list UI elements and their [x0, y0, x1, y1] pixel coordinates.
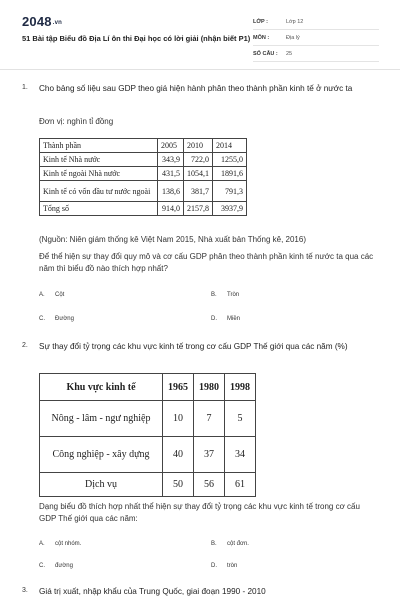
question-text: Giá trị xuất, nhập khẩu của Trung Quốc, giai đoạn 1990 - 2010 [39, 587, 266, 596]
table-row [40, 181, 247, 202]
option-a[interactable] [39, 292, 64, 298]
question-number: 2. [22, 342, 28, 349]
meta-label: SỐ CÂU : [253, 50, 278, 57]
question-prompt: Dạng biểu đồ thích hợp nhất thể hiện sự thay đổi tỷ trọng các khu vực kinh tế trong cơ cấu GDP Thế giới qua các năm: [39, 502, 360, 523]
option-text: đường [55, 563, 73, 569]
meta-label: LỚP : [253, 18, 268, 25]
table-cell: 431,5 [158, 167, 184, 181]
meta-row-class [253, 14, 379, 30]
table-cell: 381,7 [184, 181, 213, 202]
table-cell: 5 [225, 401, 256, 437]
table-cell: Dịch vụ [40, 473, 163, 497]
option-c[interactable] [39, 316, 74, 322]
table-cell: 61 [225, 473, 256, 497]
table-cell: 40 [163, 437, 194, 473]
table-cell: 2157,8 [184, 202, 213, 216]
table-row [40, 401, 256, 437]
option-text: cột nhóm. [55, 541, 82, 547]
table-cell: 56 [194, 473, 225, 497]
table-cell: 791,3 [213, 181, 247, 202]
logo-suffix: .vn [52, 19, 63, 26]
table-cell: 10 [163, 401, 194, 437]
option-letter: D. [211, 316, 217, 322]
option-letter: D. [211, 563, 217, 569]
option-letter: A. [39, 292, 45, 298]
table-cell: 1255,0 [213, 153, 247, 167]
table-cell: 34 [225, 437, 256, 473]
table-cell: 1891,6 [213, 167, 247, 181]
table-cell: Kinh tế có vốn đầu tư nước ngoài [40, 181, 158, 202]
option-letter: B. [211, 541, 217, 547]
option-d[interactable] [211, 316, 240, 322]
table-cell: 138,6 [158, 181, 184, 202]
source-note: (Nguồn: Niên giám thống kê Việt Nam 2015, Nhà xuất bản Thống kê, 2016) [39, 235, 306, 244]
header-divider [0, 69, 400, 70]
meta-value: Địa lý [286, 34, 300, 41]
table-row [40, 153, 247, 167]
option-b[interactable] [211, 292, 239, 298]
option-text: tròn [227, 563, 238, 569]
table-row [40, 167, 247, 181]
meta-value: Lớp 12 [286, 18, 304, 25]
option-letter: C. [39, 316, 45, 322]
table-cell: 37 [194, 437, 225, 473]
unit-label: Đơn vị: nghìn tỉ đồng [39, 117, 114, 126]
option-a[interactable] [39, 541, 81, 547]
option-text: Cột [55, 292, 65, 298]
option-letter: C. [39, 563, 45, 569]
question-text: Cho bảng số liệu sau GDP theo giá hiện hành phân theo thành phần kinh tế ở nước ta [39, 84, 353, 93]
gdp-table [39, 138, 247, 216]
table-header-cell: Khu vực kinh tế [40, 374, 163, 401]
question-number: 1. [22, 84, 28, 91]
table-cell: Nông - lâm - ngư nghiệp [40, 401, 163, 437]
table-cell: 3937,9 [213, 202, 247, 216]
table-header-cell: 1998 [225, 374, 256, 401]
option-c[interactable] [39, 563, 73, 569]
table-header-cell: 2010 [184, 139, 213, 153]
table-cell: 343,9 [158, 153, 184, 167]
table-cell: 50 [163, 473, 194, 497]
meta-row-subject [253, 30, 379, 46]
page-header [0, 0, 400, 80]
table-row [40, 437, 256, 473]
meta-info [253, 14, 379, 62]
table-row [40, 473, 256, 497]
question-prompt: Để thể hiện sự thay đổi quy mô và cơ cấu GDP phân theo thành phần kinh tế nước ta qua các năm thì biểu đồ nào thích hợp nhất? [39, 252, 374, 273]
option-text: Đường [55, 316, 74, 322]
option-letter: A. [39, 541, 45, 547]
meta-value: 25 [286, 50, 293, 57]
option-text: cột đơn. [227, 541, 249, 547]
table-cell: Công nghiệp - xây dựng [40, 437, 163, 473]
question-number: 3. [22, 587, 28, 594]
option-letter: B. [211, 292, 217, 298]
question-text: Sự thay đổi tỷ trọng các khu vực kinh tế trong cơ cấu GDP Thế giới qua các năm (%) [39, 342, 348, 351]
table-cell: 722,0 [184, 153, 213, 167]
table-header-row [40, 374, 256, 401]
table-header-cell: Thành phần [40, 139, 158, 153]
option-text: Tròn [227, 292, 240, 298]
table-cell: Tổng số [40, 202, 158, 216]
logo-text: 2048 [22, 14, 52, 29]
site-logo[interactable] [22, 14, 62, 29]
table-header-cell: 1980 [194, 374, 225, 401]
table-header-cell: 2014 [213, 139, 247, 153]
option-d[interactable] [211, 563, 237, 569]
table-header-row [40, 139, 247, 153]
meta-row-count [253, 46, 379, 62]
gdp-structure-table [39, 373, 256, 497]
table-cell: 1054,1 [184, 167, 213, 181]
meta-label: MÔN : [253, 34, 270, 41]
table-header-cell: 2005 [158, 139, 184, 153]
table-cell: 914,0 [158, 202, 184, 216]
table-row [40, 202, 247, 216]
table-header-cell: 1965 [163, 374, 194, 401]
option-text: Miền [227, 316, 241, 322]
table-cell: 7 [194, 401, 225, 437]
document-title: 51 Bài tập Biểu đồ Địa Lí ôn thi Đại học có lời giải (nhận biết P1) [22, 34, 251, 43]
option-b[interactable] [211, 541, 249, 547]
table-cell: Kinh tế ngoài Nhà nước [40, 167, 158, 181]
table-cell: Kinh tế Nhà nước [40, 153, 158, 167]
